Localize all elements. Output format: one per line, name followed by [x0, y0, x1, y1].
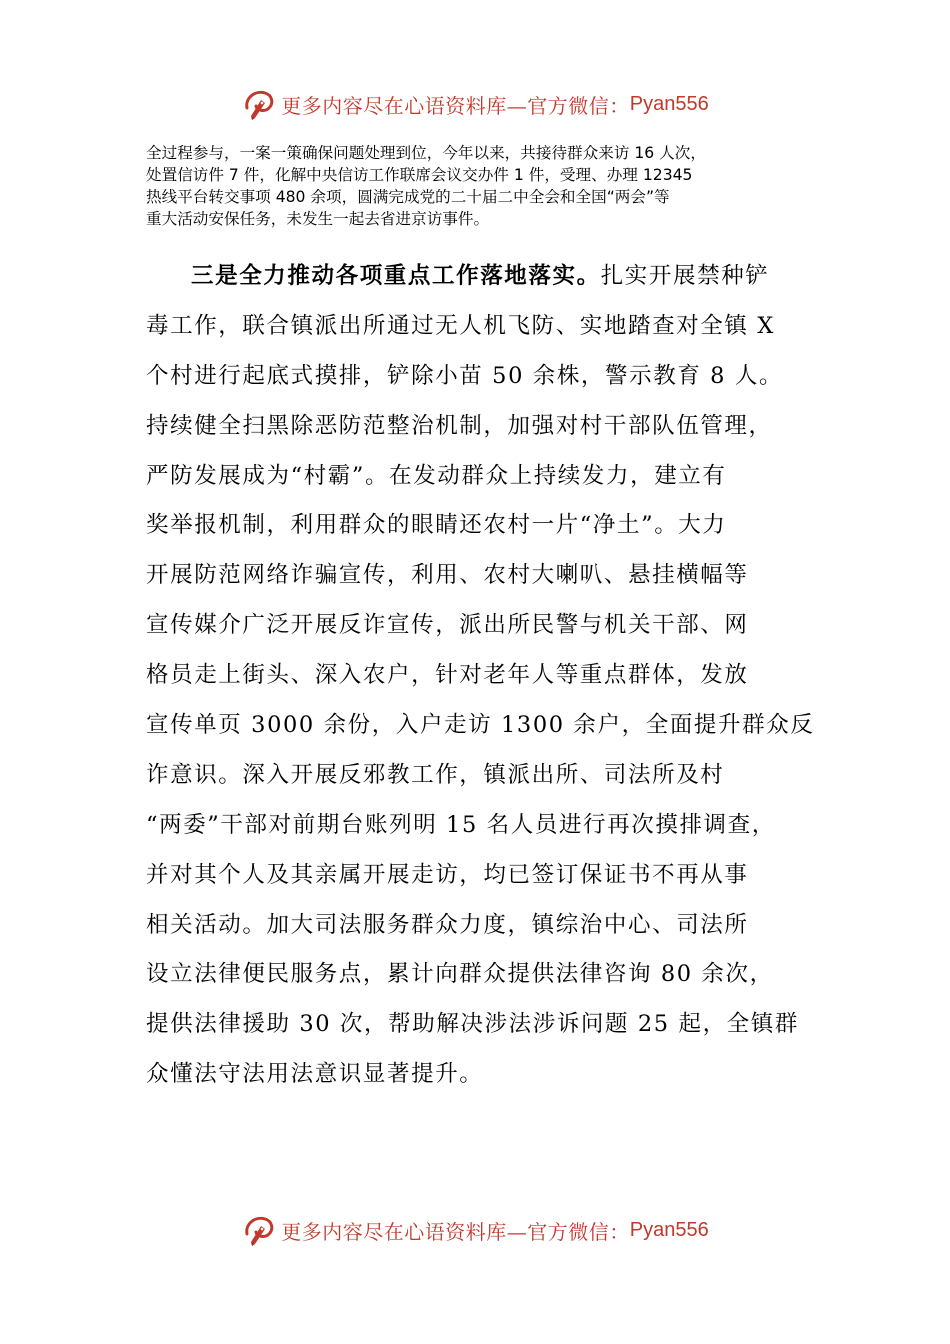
text-line: 开展防范网络诈骗宣传，利用、农村大喇叭、悬挂横幅等	[146, 562, 749, 589]
text-line: 提供法律援助 30 次，帮助解决涉法涉诉问题 25 起，全镇群	[146, 1011, 799, 1038]
text-line: 众懂法守法用法意识显著提升。	[146, 1061, 484, 1088]
text-line: 重大活动安保任务，未发生一起去省进京访事件。	[146, 210, 490, 228]
text-line: 奖举报机制，利用群众的眼睛还农村一片“净土”。大力	[146, 512, 727, 539]
text-line: 并对其个人及其亲属开展走访，均已签订保证书不再从事	[146, 861, 749, 888]
text-line	[146, 252, 816, 302]
header-watermark	[0, 84, 950, 124]
watermark-text: 更多内容尽在心语资料库—官方微信：	[281, 93, 630, 118]
watermark-wechat-id: Pyan556	[629, 1218, 709, 1241]
footer-watermark	[0, 1210, 950, 1250]
text-line: 宣传单页 3000 余份，入户走访 1300 余户，全面提升群众反	[146, 712, 815, 739]
text-line: 相关活动。加大司法服务群众力度，镇综治中心、司法所	[146, 911, 749, 938]
text-line: 热线平台转交事项 480 余项，圆满完成党的二十届二中全会和全国“两会”等	[146, 188, 670, 206]
pen-nib-swirl-icon	[241, 1212, 277, 1248]
paragraph-lead-heading: 三是全力推动各项重点工作落地落实。	[191, 263, 601, 289]
text-line: 全过程参与，一案一策确保问题处理到位，今年以来，共接待群众来访 16 人次，	[146, 144, 706, 162]
text-line: 设立法律便民服务点，累计向群众提供法律咨询 80 余次，	[146, 961, 774, 988]
text-line: 个村进行起底式摸排，铲除小苗 50 余株，警示教育 8 人。	[146, 362, 784, 389]
main-paragraph	[146, 252, 816, 1100]
text-line: 宣传媒介广泛开展反诈宣传，派出所民警与机关干部、网	[146, 612, 749, 639]
pen-nib-swirl-icon	[241, 86, 277, 122]
text-line: 诈意识。深入开展反邪教工作，镇派出所、司法所及村	[146, 761, 725, 788]
text-line: 严防发展成为“村霸”。在发动群众上持续发力，建立有	[146, 462, 727, 489]
watermark-wechat-id: Pyan556	[629, 92, 709, 115]
text-line: 持续健全扫黑除恶防范整治机制，加强对村干部队伍管理，	[146, 412, 773, 439]
text-line: 格员走上街头、深入农户，针对老年人等重点群体，发放	[146, 662, 749, 689]
text-line: 处置信访件 7 件，化解中央信访工作联席会议交办件 1 件，受理、办理 12345	[146, 166, 693, 184]
watermark-text: 更多内容尽在心语资料库—官方微信：	[281, 1219, 630, 1244]
text-line: 毒工作，联合镇派出所通过无人机飞防、实地踏查对全镇 X	[146, 312, 775, 339]
text-line: “两委”干部对前期台账列明 15 名人员进行再次摸排调查，	[146, 811, 776, 838]
paragraph-first-line-rest: 扎实开展禁种铲	[600, 263, 770, 289]
continuation-paragraph	[146, 142, 814, 230]
